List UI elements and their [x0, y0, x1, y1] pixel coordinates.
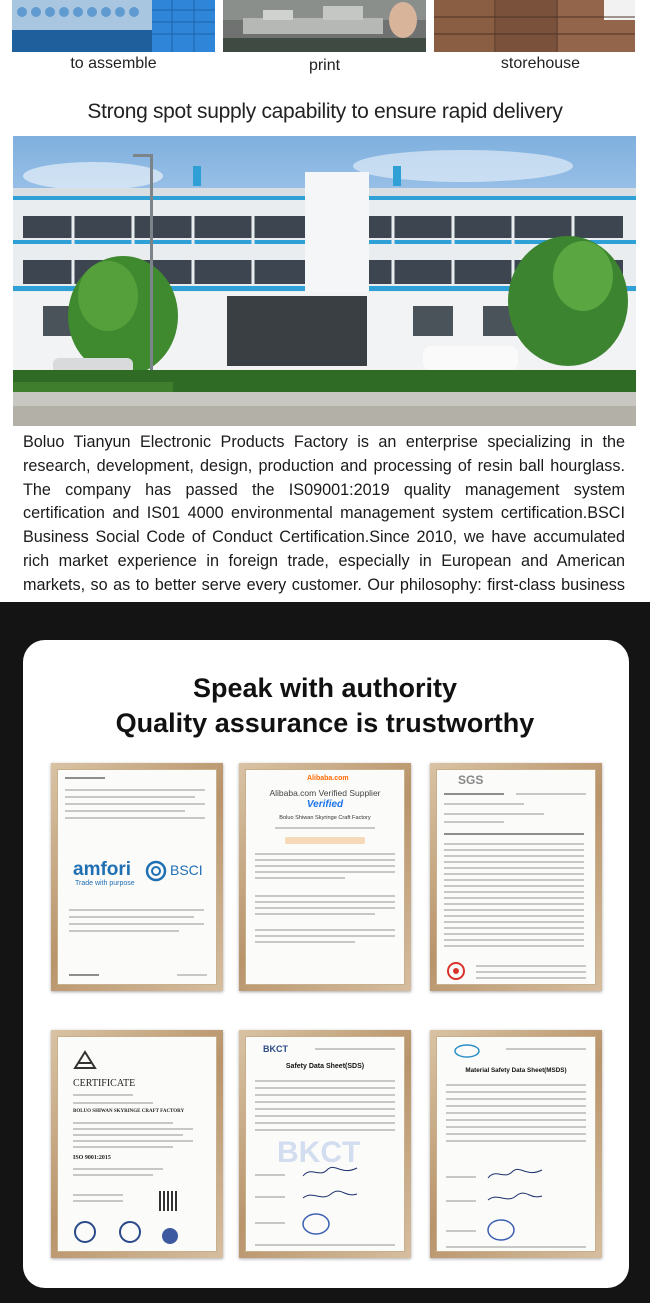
storehouse-photo	[434, 0, 635, 52]
msds-text-line	[446, 1126, 586, 1128]
signature-icon	[486, 1190, 546, 1206]
iso-text-line	[73, 1122, 173, 1124]
storehouse-photo-art	[434, 0, 635, 52]
sds-text-line	[255, 1101, 395, 1103]
sgs-seal-icon	[446, 961, 466, 981]
iso-text-line	[73, 1146, 173, 1148]
caption-assemble: to assemble	[70, 55, 157, 72]
sgs-text-line	[444, 909, 584, 911]
alibaba-company-name: Boluo Shiwan Skyringe Craft Factory	[279, 815, 371, 821]
alibaba-certificate-page	[245, 769, 405, 985]
alibaba-text-line	[255, 929, 395, 931]
sgs-text-line	[444, 933, 584, 935]
amfori-text-line	[69, 916, 194, 918]
sgs-text-line	[476, 977, 586, 979]
iso-text-line	[73, 1128, 193, 1130]
sgs-section-line	[444, 833, 584, 835]
msds-text-line	[446, 1119, 586, 1121]
sds-text-line	[255, 1129, 395, 1131]
amfori-text-line	[65, 789, 205, 791]
amfori-text-line	[69, 923, 204, 925]
amfori-text-line	[65, 810, 185, 812]
quality-title-line1: Speak with authority	[192, 673, 458, 703]
sgs-text-line	[444, 927, 584, 929]
caption-print: print	[308, 57, 341, 74]
alibaba-text-line	[255, 853, 395, 855]
msds-text-line	[446, 1176, 476, 1178]
sgs-text-line	[444, 793, 504, 795]
msds-text-line	[446, 1084, 586, 1086]
print-photo	[223, 0, 426, 52]
sgs-text-line	[516, 793, 586, 795]
factory-building-art	[13, 136, 636, 426]
sgs-certificate-page	[436, 769, 596, 985]
qr-code-icon	[159, 1191, 179, 1211]
msds-text-line	[446, 1230, 476, 1232]
iso-accreditation-seals	[65, 1214, 205, 1252]
iso-text-line	[73, 1168, 163, 1170]
sgs-text-line	[444, 855, 584, 857]
bkct-logo: BKCT	[263, 1044, 288, 1054]
alibaba-text-line	[255, 865, 395, 867]
iso-text-line	[73, 1200, 123, 1202]
msds-text-line	[506, 1048, 586, 1050]
sgs-text-line	[444, 803, 524, 805]
sds-text-line	[255, 1222, 285, 1224]
alibaba-text-line	[255, 871, 395, 873]
iso-certificate-title: CERTIFICATE	[73, 1078, 136, 1089]
print-photo-art	[223, 0, 426, 52]
signature-icon	[486, 1166, 546, 1182]
amfori-text-line	[69, 930, 179, 932]
certificate-iso-9001	[51, 1030, 223, 1258]
iso-standard: ISO 9001:2015	[73, 1155, 111, 1161]
amfori-text-line	[65, 796, 195, 798]
amfori-header-line	[65, 777, 105, 779]
alibaba-text-line	[255, 935, 395, 937]
alibaba-text-line	[255, 907, 395, 909]
alibaba-report-button	[285, 837, 365, 844]
iso-text-line	[73, 1134, 183, 1136]
amfori-text-line	[65, 803, 205, 805]
alibaba-logo: Alibaba.com	[307, 775, 349, 782]
alibaba-text-line	[255, 859, 395, 861]
sds-text-line	[315, 1048, 395, 1050]
bkct-watermark: BKCT	[277, 1136, 361, 1169]
alibaba-text-line	[255, 941, 355, 943]
alibaba-verified-supplier: Alibaba.com Verified Supplier	[269, 788, 381, 798]
sds-title: Safety Data Sheet(SDS)	[285, 1063, 365, 1070]
sgs-text-line	[444, 873, 584, 875]
certificate-msds	[430, 1030, 602, 1258]
sgs-text-line	[444, 843, 584, 845]
iso-text-line	[73, 1102, 153, 1104]
alibaba-text-line	[255, 913, 375, 915]
amfori-tagline: Trade with purpose	[75, 880, 135, 887]
amfori-text-line	[65, 817, 205, 819]
sgs-text-line	[444, 903, 584, 905]
certificate-safety-data-sheet	[239, 1030, 411, 1258]
iso-text-line	[73, 1174, 153, 1176]
msds-text-line	[446, 1140, 586, 1142]
iso-company-name: BOLUO SHIWAN SKYRINGE CRAFT FACTORY	[73, 1109, 185, 1114]
sgs-text-line	[444, 867, 584, 869]
verified-badge: Verified	[306, 799, 344, 810]
sgs-logo: SGS	[458, 773, 484, 787]
alibaba-text-line	[275, 827, 375, 829]
sds-text-line	[255, 1108, 395, 1110]
certificate-sgs-report	[430, 763, 602, 991]
sds-text-line	[255, 1174, 285, 1176]
iso-text-line	[73, 1194, 123, 1196]
sgs-text-line	[444, 849, 584, 851]
sgs-text-line	[444, 945, 584, 947]
iso-text-line	[73, 1094, 133, 1096]
alibaba-text-line	[255, 901, 395, 903]
sgs-text-line	[444, 861, 584, 863]
sds-text-line	[255, 1115, 395, 1117]
sgs-text-line	[444, 897, 584, 899]
sds-text-line	[255, 1094, 395, 1096]
sgs-text-line	[444, 939, 584, 941]
certificate-amfori-bsci	[51, 763, 223, 991]
certificate-alibaba-verified	[239, 763, 411, 991]
msds-text-line	[446, 1098, 586, 1100]
caption-storehouse: storehouse	[500, 55, 581, 72]
stamp-icon	[486, 1218, 516, 1242]
alibaba-text-line	[255, 895, 395, 897]
signature-icon	[301, 1188, 361, 1204]
iso-text-line	[73, 1140, 193, 1142]
company-description: Boluo Tianyun Electronic Products Factory is an enterprise specializing in the research, development, design, production and processing of resin ball hourglass. The company has passed the IS09001:2019 quality management system certification and IS01 4000 environmental management system certification.BSCI Business Social Code of Conduct Certification.Since 2010, we have accumulated rich market experience in foreign trade, especially in European and American markets, so as to better serve every customer. Our philosophy: first-class business	[23, 433, 625, 594]
sds-text-line	[255, 1196, 285, 1198]
sgs-text-line	[444, 915, 584, 917]
amfori-text-line	[69, 909, 204, 911]
sgs-text-line	[476, 971, 586, 973]
supply-headline: Strong spot supply capability to ensure rapid delivery	[87, 100, 563, 123]
msds-text-line	[446, 1105, 586, 1107]
msds-text-line	[446, 1112, 586, 1114]
quality-title-line2: Quality assurance is trustworthy	[115, 708, 535, 738]
iso-certificate-page	[57, 1036, 217, 1252]
factory-photo	[13, 136, 636, 426]
amfori-footer-line	[69, 974, 99, 976]
alibaba-text-line	[255, 877, 345, 879]
sds-certificate-page	[245, 1036, 405, 1252]
sgs-text-line	[444, 821, 504, 823]
msds-text-line	[446, 1133, 586, 1135]
sds-footer-line	[255, 1244, 395, 1246]
msds-text-line	[446, 1200, 476, 1202]
msds-logo-icon	[454, 1044, 480, 1058]
sgs-text-line	[476, 965, 586, 967]
amfori-logo: amfori	[73, 859, 132, 880]
amfori-certificate-page	[57, 769, 217, 985]
msds-text-line	[446, 1091, 586, 1093]
sgs-text-line	[444, 921, 584, 923]
stamp-icon	[301, 1212, 331, 1236]
sds-text-line	[255, 1080, 395, 1082]
sgs-text-line	[444, 813, 544, 815]
sgs-text-line	[444, 885, 584, 887]
signature-icon	[301, 1164, 361, 1180]
amfori-footer-line	[177, 974, 207, 976]
assemble-photo-art	[12, 0, 215, 52]
assemble-photo	[12, 0, 215, 52]
sgs-text-line	[444, 891, 584, 893]
sgs-text-line	[444, 879, 584, 881]
iso-logo-icon	[73, 1050, 97, 1070]
amfori-bsci-label: BSCI	[170, 862, 203, 878]
msds-footer-line	[446, 1246, 586, 1248]
sds-text-line	[255, 1122, 395, 1124]
msds-certificate-page	[436, 1036, 596, 1252]
sds-text-line	[255, 1087, 395, 1089]
amfori-swirl-icon	[145, 860, 167, 882]
msds-title: Material Safety Data Sheet(MSDS)	[465, 1067, 567, 1074]
